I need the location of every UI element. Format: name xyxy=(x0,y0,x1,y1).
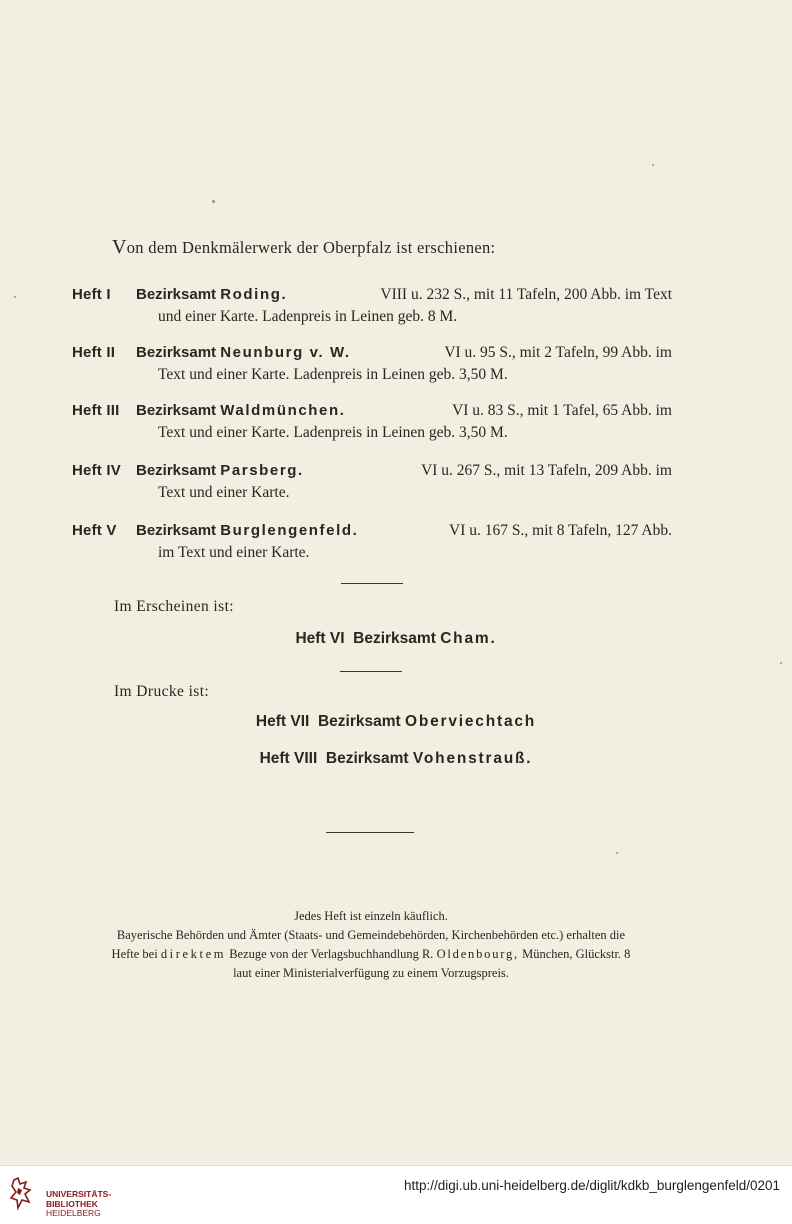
heft-number: Heft VIII xyxy=(259,750,318,767)
viewer-footer-bar xyxy=(0,1165,792,1224)
entry-heft-3 xyxy=(72,400,672,444)
district-name xyxy=(136,344,351,361)
district-prefix: Bezirksamt xyxy=(136,462,217,479)
entry-heft-5 xyxy=(72,520,672,564)
district-place: Vohenstrauß. xyxy=(412,750,533,767)
district-prefix: Bezirksamt xyxy=(353,630,436,647)
heft-number: Heft II xyxy=(72,344,116,361)
library-line-3: HEIDELBERG xyxy=(46,1208,101,1218)
district-place: Neunburg v. W. xyxy=(220,344,351,361)
footer-note xyxy=(70,907,672,983)
district-place: Oberviechtach xyxy=(404,713,537,730)
intro-text: on dem Denkmälerwerk der Oberpfalz ist erschienen: xyxy=(126,238,496,257)
district-name xyxy=(136,402,346,419)
library-line-1: UNIVERSITÄTS- xyxy=(46,1189,112,1199)
district-place: Burglengenfeld. xyxy=(220,522,359,539)
district-prefix: Bezirksamt xyxy=(136,286,217,303)
in-preparation-label: Im Erscheinen ist: xyxy=(114,598,234,615)
entry-heft-4 xyxy=(72,460,672,504)
intro-heading xyxy=(112,236,495,259)
district-name xyxy=(136,522,358,539)
footer-line-3 xyxy=(70,945,672,964)
footer-line-1: Jedes Heft ist einzeln käuflich. xyxy=(294,909,448,923)
heft-number: Heft VII xyxy=(255,713,310,730)
footer-emphasis-oldenbourg: Oldenbourg, xyxy=(436,947,519,961)
in-preparation-entry xyxy=(0,630,792,648)
footer-line-3-b: Bezuge von der Verlagsbuchhandlung R. xyxy=(229,947,434,961)
divider-rule xyxy=(326,832,414,833)
entry-details-line2: und einer Karte. Ladenpreis in Leinen geb. 8 M. xyxy=(158,308,458,325)
district-prefix: Bezirksamt xyxy=(136,344,217,361)
district-name xyxy=(136,462,304,479)
entry-details-line2: im Text und einer Karte. xyxy=(158,544,310,561)
divider-rule xyxy=(341,583,403,584)
district-prefix: Bezirksamt xyxy=(317,713,401,730)
district-place: Parsberg. xyxy=(220,462,304,479)
paper-speck xyxy=(212,200,215,203)
heft-number: Heft V xyxy=(72,522,117,539)
entry-details-line2: Text und einer Karte. Ladenpreis in Leinen geb. 3,50 M. xyxy=(158,424,508,441)
entry-details-line2: Text und einer Karte. xyxy=(158,484,290,501)
library-line-2: BIBLIOTHEK xyxy=(46,1198,98,1209)
heft-number: Heft III xyxy=(72,402,120,419)
footer-line-2: Bayerische Behörden und Ämter (Staats- und Gemeindebehörden, Kirchenbehörden etc.) erhalten die xyxy=(116,928,626,942)
entry-heft-2 xyxy=(72,342,672,386)
in-print-label: Im Drucke ist: xyxy=(114,683,210,700)
entry-details-line1: VI u. 267 S., mit 13 Tafeln, 209 Abb. im xyxy=(421,462,672,479)
footer-line-3-a: Hefte bei xyxy=(111,947,158,961)
district-prefix: Bezirksamt xyxy=(136,402,217,419)
intro-initial: V xyxy=(112,236,127,258)
heft-number: Heft IV xyxy=(72,462,121,479)
paper-speck xyxy=(652,164,654,166)
entry-heft-1 xyxy=(72,284,672,328)
footer-line-4: laut einer Ministerialverfügung zu einem Vorzugspreis. xyxy=(233,966,509,980)
library-name xyxy=(46,1190,111,1219)
entry-details-line2: Text und einer Karte. Ladenpreis in Leinen geb. 3,50 M. xyxy=(158,366,508,383)
district-name xyxy=(136,286,287,303)
library-logo[interactable] xyxy=(8,1176,128,1216)
in-print-entry-8 xyxy=(0,750,792,768)
paper-speck xyxy=(616,852,618,854)
entry-details-line1: VI u. 83 S., mit 1 Tafel, 65 Abb. im xyxy=(452,402,672,419)
district-place: Waldmünchen. xyxy=(220,402,346,419)
district-prefix: Bezirksamt xyxy=(325,750,409,767)
entry-details-line1: VI u. 167 S., mit 8 Tafeln, 127 Abb. xyxy=(449,522,672,539)
source-url-link[interactable]: http://digi.ub.uni-heidelberg.de/diglit/kdkb_burglengenfeld/0201 xyxy=(403,1178,780,1193)
heft-number: Heft I xyxy=(72,286,111,303)
entry-details-line1: VIII u. 232 S., mit 11 Tafeln, 200 Abb. im Text xyxy=(380,286,672,303)
district-place: Roding. xyxy=(220,286,288,303)
paper-speck xyxy=(14,296,16,298)
paper-speck xyxy=(780,662,782,664)
entry-details-line1: VI u. 95 S., mit 2 Tafeln, 99 Abb. im xyxy=(444,344,672,361)
heidelberg-lion-icon xyxy=(8,1176,36,1212)
in-print-entry-7 xyxy=(0,713,792,731)
district-place: Cham. xyxy=(440,630,497,647)
footer-line-3-c: München, Glückstr. 8 xyxy=(522,947,631,961)
footer-emphasis-direktem: direktem xyxy=(160,947,227,961)
heft-number: Heft VI xyxy=(295,630,345,647)
divider-rule xyxy=(340,671,402,672)
district-prefix: Bezirksamt xyxy=(136,522,217,539)
